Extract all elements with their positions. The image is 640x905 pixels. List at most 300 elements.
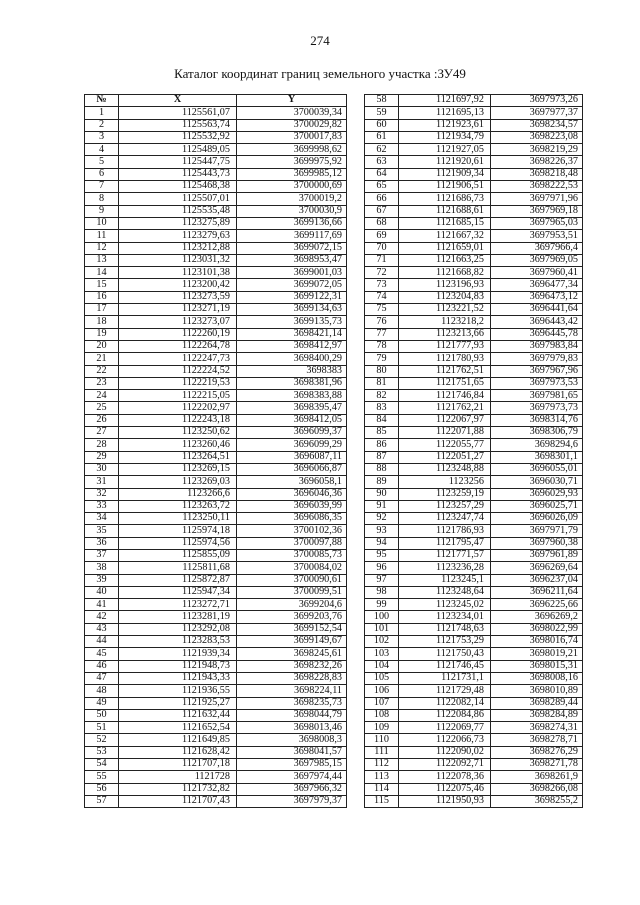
table-row [85, 746, 347, 758]
x-coordinate-cell: 1123196,93 [399, 279, 491, 291]
x-coordinate-cell: 1121925,27 [119, 697, 237, 709]
x-coordinate-cell: 1121707,18 [119, 759, 237, 771]
table-row [365, 586, 583, 598]
table-row [365, 476, 583, 488]
y-coordinate-cell: 3698266,08 [491, 783, 583, 795]
x-coordinate-cell: 1122247,73 [119, 353, 237, 365]
y-coordinate-cell: 3698222,53 [491, 181, 583, 193]
point-number-cell: 20 [85, 340, 119, 352]
x-coordinate-cell: 1122224,52 [119, 365, 237, 377]
table-row [85, 525, 347, 537]
table-row [85, 562, 347, 574]
x-coordinate-cell: 1123257,29 [399, 500, 491, 512]
table-row [365, 304, 583, 316]
x-coordinate-cell: 1125468,38 [119, 181, 237, 193]
table-row [85, 722, 347, 734]
point-number-cell: 77 [365, 328, 399, 340]
table-row [85, 574, 347, 586]
table-row [365, 390, 583, 402]
y-coordinate-cell: 3696473,12 [491, 291, 583, 303]
table-row [85, 414, 347, 426]
x-coordinate-cell: 1121659,01 [399, 242, 491, 254]
y-coordinate-cell: 3698223,08 [491, 131, 583, 143]
point-number-cell: 46 [85, 660, 119, 672]
point-number-cell: 12 [85, 242, 119, 254]
table-row [365, 230, 583, 242]
y-coordinate-cell: 3698276,29 [491, 746, 583, 758]
y-coordinate-cell: 3697973,53 [491, 377, 583, 389]
table-row [85, 365, 347, 377]
y-coordinate-cell: 3698245,61 [237, 648, 347, 660]
y-coordinate-cell: 3700084,02 [237, 562, 347, 574]
point-number-cell: 58 [365, 95, 399, 107]
y-coordinate-cell: 3698235,73 [237, 697, 347, 709]
point-number-cell: 73 [365, 279, 399, 291]
table-row [365, 95, 583, 107]
table-row [365, 685, 583, 697]
y-coordinate-cell: 3698294,6 [491, 439, 583, 451]
x-coordinate-cell: 1121762,21 [399, 402, 491, 414]
x-coordinate-cell: 1122078,36 [399, 771, 491, 783]
x-coordinate-cell: 1121795,47 [399, 537, 491, 549]
point-number-cell: 44 [85, 636, 119, 648]
point-number-cell: 86 [365, 439, 399, 451]
x-coordinate-cell: 1121920,61 [399, 156, 491, 168]
x-coordinate-cell: 1121936,55 [119, 685, 237, 697]
x-coordinate-cell: 1123266,6 [119, 488, 237, 500]
y-coordinate-cell: 3698226,37 [491, 156, 583, 168]
table-row [365, 402, 583, 414]
y-coordinate-cell: 3697981,65 [491, 390, 583, 402]
x-coordinate-cell: 1123234,01 [399, 611, 491, 623]
y-coordinate-cell: 3697977,37 [491, 107, 583, 119]
y-coordinate-cell: 3698019,21 [491, 648, 583, 660]
y-coordinate-cell: 3697953,51 [491, 230, 583, 242]
point-number-cell: 28 [85, 439, 119, 451]
table-row [85, 328, 347, 340]
point-number-cell: 21 [85, 353, 119, 365]
point-number-cell: 83 [365, 402, 399, 414]
y-coordinate-cell: 3699134,63 [237, 304, 347, 316]
point-number-cell: 101 [365, 623, 399, 635]
y-coordinate-cell: 3699122,31 [237, 291, 347, 303]
y-coordinate-cell: 3697973,73 [491, 402, 583, 414]
table-row [365, 525, 583, 537]
point-number-cell: 61 [365, 131, 399, 143]
table-row [85, 611, 347, 623]
x-coordinate-cell: 1121750,43 [399, 648, 491, 660]
y-coordinate-cell: 3697966,4 [491, 242, 583, 254]
x-coordinate-cell: 1121632,44 [119, 709, 237, 721]
table-row [85, 734, 347, 746]
table-row [365, 328, 583, 340]
y-coordinate-cell: 3696030,71 [491, 476, 583, 488]
table-row [365, 513, 583, 525]
y-coordinate-cell: 3699135,73 [237, 316, 347, 328]
table-row [365, 451, 583, 463]
point-number-cell: 33 [85, 500, 119, 512]
x-coordinate-cell: 1121927,05 [399, 144, 491, 156]
table-row [85, 488, 347, 500]
x-coordinate-cell: 1121732,82 [119, 783, 237, 795]
table-row [85, 660, 347, 672]
table-row [365, 759, 583, 771]
table-row [365, 205, 583, 217]
point-number-cell: 39 [85, 574, 119, 586]
y-coordinate-cell: 3700000,69 [237, 181, 347, 193]
point-number-cell: 45 [85, 648, 119, 660]
x-coordinate-cell: 1121649,85 [119, 734, 237, 746]
point-number-cell: 98 [365, 586, 399, 598]
point-number-cell: 66 [365, 193, 399, 205]
x-coordinate-cell: 1122067,97 [399, 414, 491, 426]
x-coordinate-cell: 1123269,15 [119, 463, 237, 475]
x-coordinate-cell: 1123269,03 [119, 476, 237, 488]
y-coordinate-cell: 3700030,9 [237, 205, 347, 217]
x-coordinate-cell: 1123245,02 [399, 599, 491, 611]
y-coordinate-cell: 3699152,54 [237, 623, 347, 635]
x-coordinate-cell: 1125811,68 [119, 562, 237, 574]
x-coordinate-cell: 1121943,33 [119, 672, 237, 684]
x-coordinate-cell: 1123248,64 [399, 586, 491, 598]
y-coordinate-cell: 3697960,38 [491, 537, 583, 549]
point-number-cell: 78 [365, 340, 399, 352]
y-coordinate-cell: 3696099,37 [237, 427, 347, 439]
point-number-cell: 69 [365, 230, 399, 242]
table-row [85, 107, 347, 119]
x-coordinate-cell: 1121667,32 [399, 230, 491, 242]
y-coordinate-cell: 3700097,88 [237, 537, 347, 549]
y-coordinate-cell: 3700019,2 [237, 193, 347, 205]
table-row [365, 795, 583, 807]
x-coordinate-cell: 1123212,88 [119, 242, 237, 254]
point-number-cell: 54 [85, 759, 119, 771]
y-coordinate-cell: 3698022,99 [491, 623, 583, 635]
table-row [365, 722, 583, 734]
table-row [85, 771, 347, 783]
table-row [85, 672, 347, 684]
table-row [365, 316, 583, 328]
point-number-cell: 100 [365, 611, 399, 623]
point-number-cell: 104 [365, 660, 399, 672]
x-coordinate-cell: 1122066,73 [399, 734, 491, 746]
table-row [365, 574, 583, 586]
table-row [365, 168, 583, 180]
point-number-cell: 3 [85, 131, 119, 143]
point-number-cell: 94 [365, 537, 399, 549]
point-number-cell: 112 [365, 759, 399, 771]
point-number-cell: 60 [365, 119, 399, 131]
point-number-cell: 84 [365, 414, 399, 426]
y-coordinate-cell: 3699117,69 [237, 230, 347, 242]
point-number-cell: 7 [85, 181, 119, 193]
table-row [85, 427, 347, 439]
point-number-cell: 89 [365, 476, 399, 488]
table-row [365, 119, 583, 131]
table-row [365, 156, 583, 168]
x-coordinate-cell: 1121668,82 [399, 267, 491, 279]
x-coordinate-cell: 1123260,46 [119, 439, 237, 451]
point-number-cell: 32 [85, 488, 119, 500]
x-coordinate-cell: 1125443,73 [119, 168, 237, 180]
x-coordinate-cell: 1123245,1 [399, 574, 491, 586]
y-coordinate-cell: 3698044,79 [237, 709, 347, 721]
y-coordinate-cell: 3698224,11 [237, 685, 347, 697]
table-row [85, 217, 347, 229]
x-coordinate-cell: 1121948,73 [119, 660, 237, 672]
point-number-cell: 15 [85, 279, 119, 291]
y-coordinate-cell: 3698010,89 [491, 685, 583, 697]
x-coordinate-cell: 1121923,61 [399, 119, 491, 131]
y-coordinate-cell: 3698261,9 [491, 771, 583, 783]
x-coordinate-cell: 1123292,08 [119, 623, 237, 635]
table-row [365, 414, 583, 426]
y-coordinate-cell: 3700099,51 [237, 586, 347, 598]
point-number-cell: 23 [85, 377, 119, 389]
y-coordinate-cell: 3696211,64 [491, 586, 583, 598]
y-coordinate-cell: 3696225,66 [491, 599, 583, 611]
table-row [365, 623, 583, 635]
y-coordinate-cell: 3698016,74 [491, 636, 583, 648]
x-coordinate-cell: 1122090,02 [399, 746, 491, 758]
header-num: № [85, 95, 119, 107]
y-coordinate-cell: 3697974,44 [237, 771, 347, 783]
point-number-cell: 38 [85, 562, 119, 574]
table-row [85, 279, 347, 291]
table-header-row [85, 95, 347, 107]
x-coordinate-cell: 1121628,42 [119, 746, 237, 758]
table-row [365, 193, 583, 205]
y-coordinate-cell: 3696269,2 [491, 611, 583, 623]
point-number-cell: 92 [365, 513, 399, 525]
y-coordinate-cell: 3698395,47 [237, 402, 347, 414]
x-coordinate-cell: 1121728 [119, 771, 237, 783]
coordinates-table-left [84, 94, 347, 808]
table-row [365, 217, 583, 229]
y-coordinate-cell: 3699204,6 [237, 599, 347, 611]
y-coordinate-cell: 3699998,62 [237, 144, 347, 156]
y-coordinate-cell: 3697979,37 [237, 795, 347, 807]
x-coordinate-cell: 1125561,07 [119, 107, 237, 119]
y-coordinate-cell: 3696086,35 [237, 513, 347, 525]
table-row [85, 500, 347, 512]
point-number-cell: 90 [365, 488, 399, 500]
y-coordinate-cell: 3698953,47 [237, 254, 347, 266]
y-coordinate-cell: 3697983,84 [491, 340, 583, 352]
y-coordinate-cell: 3698219,29 [491, 144, 583, 156]
table-row [365, 562, 583, 574]
y-coordinate-cell: 3698412,97 [237, 340, 347, 352]
x-coordinate-cell: 1123200,42 [119, 279, 237, 291]
y-coordinate-cell: 3696441,64 [491, 304, 583, 316]
x-coordinate-cell: 1123256 [399, 476, 491, 488]
x-coordinate-cell: 1122219,53 [119, 377, 237, 389]
y-coordinate-cell: 3698015,31 [491, 660, 583, 672]
y-coordinate-cell: 3700090,61 [237, 574, 347, 586]
x-coordinate-cell: 1123272,71 [119, 599, 237, 611]
table-row [85, 242, 347, 254]
x-coordinate-cell: 1123281,19 [119, 611, 237, 623]
point-number-cell: 67 [365, 205, 399, 217]
y-coordinate-cell: 3696025,71 [491, 500, 583, 512]
y-coordinate-cell: 3698041,57 [237, 746, 347, 758]
point-number-cell: 71 [365, 254, 399, 266]
page-title: Каталог координат границ земельного участка :ЗУ49 [174, 66, 466, 81]
x-coordinate-cell: 1121707,43 [119, 795, 237, 807]
x-coordinate-cell: 1125855,09 [119, 549, 237, 561]
point-number-cell: 111 [365, 746, 399, 758]
x-coordinate-cell: 1125974,56 [119, 537, 237, 549]
y-coordinate-cell: 3698008,3 [237, 734, 347, 746]
x-coordinate-cell: 1123221,52 [399, 304, 491, 316]
y-coordinate-cell: 3696029,93 [491, 488, 583, 500]
point-number-cell: 93 [365, 525, 399, 537]
point-number-cell: 1 [85, 107, 119, 119]
x-coordinate-cell: 1123283,53 [119, 636, 237, 648]
x-coordinate-cell: 1122215,05 [119, 390, 237, 402]
table-row [85, 795, 347, 807]
coordinates-table-right [364, 94, 583, 808]
y-coordinate-cell: 3698289,44 [491, 697, 583, 709]
point-number-cell: 11 [85, 230, 119, 242]
y-coordinate-cell: 3698301,1 [491, 451, 583, 463]
table-row [365, 537, 583, 549]
y-coordinate-cell: 3696055,01 [491, 463, 583, 475]
y-coordinate-cell: 3698284,89 [491, 709, 583, 721]
y-coordinate-cell: 3696026,09 [491, 513, 583, 525]
point-number-cell: 34 [85, 513, 119, 525]
point-number-cell: 43 [85, 623, 119, 635]
table-row [365, 131, 583, 143]
point-number-cell: 14 [85, 267, 119, 279]
point-number-cell: 103 [365, 648, 399, 660]
point-number-cell: 97 [365, 574, 399, 586]
table-row [365, 660, 583, 672]
x-coordinate-cell: 1122264,78 [119, 340, 237, 352]
point-number-cell: 108 [365, 709, 399, 721]
table-row [85, 267, 347, 279]
y-coordinate-cell: 3696445,78 [491, 328, 583, 340]
y-coordinate-cell: 3696269,64 [491, 562, 583, 574]
x-coordinate-cell: 1123101,38 [119, 267, 237, 279]
table-row [85, 709, 347, 721]
x-coordinate-cell: 1122084,86 [399, 709, 491, 721]
point-number-cell: 106 [365, 685, 399, 697]
point-number-cell: 55 [85, 771, 119, 783]
x-coordinate-cell: 1123273,07 [119, 316, 237, 328]
table-row [365, 463, 583, 475]
point-number-cell: 105 [365, 672, 399, 684]
y-coordinate-cell: 3697961,89 [491, 549, 583, 561]
x-coordinate-cell: 1121663,25 [399, 254, 491, 266]
y-coordinate-cell: 3696087,11 [237, 451, 347, 463]
point-number-cell: 50 [85, 709, 119, 721]
y-coordinate-cell: 3697979,83 [491, 353, 583, 365]
table-row [365, 611, 583, 623]
x-coordinate-cell: 1121771,57 [399, 549, 491, 561]
y-coordinate-cell: 3697985,15 [237, 759, 347, 771]
x-coordinate-cell: 1123250,62 [119, 427, 237, 439]
x-coordinate-cell: 1122202,97 [119, 402, 237, 414]
table-row [365, 439, 583, 451]
table-row [365, 181, 583, 193]
table-row [85, 549, 347, 561]
table-row [365, 599, 583, 611]
y-coordinate-cell: 3699985,12 [237, 168, 347, 180]
x-coordinate-cell: 1121686,73 [399, 193, 491, 205]
x-coordinate-cell: 1121748,63 [399, 623, 491, 635]
point-number-cell: 70 [365, 242, 399, 254]
table-row [85, 390, 347, 402]
point-number-cell: 87 [365, 451, 399, 463]
x-coordinate-cell: 1125974,18 [119, 525, 237, 537]
table-row [85, 476, 347, 488]
y-coordinate-cell: 3700085,73 [237, 549, 347, 561]
table-row [85, 156, 347, 168]
point-number-cell: 81 [365, 377, 399, 389]
x-coordinate-cell: 1125489,05 [119, 144, 237, 156]
table-row [365, 254, 583, 266]
point-number-cell: 36 [85, 537, 119, 549]
x-coordinate-cell: 1123250,11 [119, 513, 237, 525]
table-row [85, 463, 347, 475]
point-number-cell: 57 [85, 795, 119, 807]
point-number-cell: 76 [365, 316, 399, 328]
y-coordinate-cell: 3696046,36 [237, 488, 347, 500]
table-row [365, 267, 583, 279]
point-number-cell: 25 [85, 402, 119, 414]
y-coordinate-cell: 3699136,66 [237, 217, 347, 229]
x-coordinate-cell: 1122055,77 [399, 439, 491, 451]
point-number-cell: 64 [365, 168, 399, 180]
page-number: 274 [310, 33, 330, 48]
y-coordinate-cell: 3699149,67 [237, 636, 347, 648]
point-number-cell: 52 [85, 734, 119, 746]
point-number-cell: 99 [365, 599, 399, 611]
table-row [85, 759, 347, 771]
y-coordinate-cell: 3697971,96 [491, 193, 583, 205]
table-row [365, 242, 583, 254]
point-number-cell: 24 [85, 390, 119, 402]
y-coordinate-cell: 3696039,99 [237, 500, 347, 512]
table-row [365, 771, 583, 783]
point-number-cell: 109 [365, 722, 399, 734]
table-row [85, 254, 347, 266]
point-number-cell: 115 [365, 795, 399, 807]
x-coordinate-cell: 1123247,74 [399, 513, 491, 525]
point-number-cell: 5 [85, 156, 119, 168]
point-number-cell: 72 [365, 267, 399, 279]
x-coordinate-cell: 1121762,51 [399, 365, 491, 377]
x-coordinate-cell: 1121697,92 [399, 95, 491, 107]
y-coordinate-cell: 3700039,34 [237, 107, 347, 119]
point-number-cell: 51 [85, 722, 119, 734]
x-coordinate-cell: 1123213,66 [399, 328, 491, 340]
y-coordinate-cell: 3698412,05 [237, 414, 347, 426]
x-coordinate-cell: 1123279,63 [119, 230, 237, 242]
x-coordinate-cell: 1121685,15 [399, 217, 491, 229]
x-coordinate-cell: 1125872,87 [119, 574, 237, 586]
table-row [85, 636, 347, 648]
x-coordinate-cell: 1121746,45 [399, 660, 491, 672]
table-row [365, 746, 583, 758]
x-coordinate-cell: 1125447,75 [119, 156, 237, 168]
y-coordinate-cell: 3698274,31 [491, 722, 583, 734]
x-coordinate-cell: 1121934,79 [399, 131, 491, 143]
table-row [85, 685, 347, 697]
y-coordinate-cell: 3699975,92 [237, 156, 347, 168]
point-number-cell: 6 [85, 168, 119, 180]
